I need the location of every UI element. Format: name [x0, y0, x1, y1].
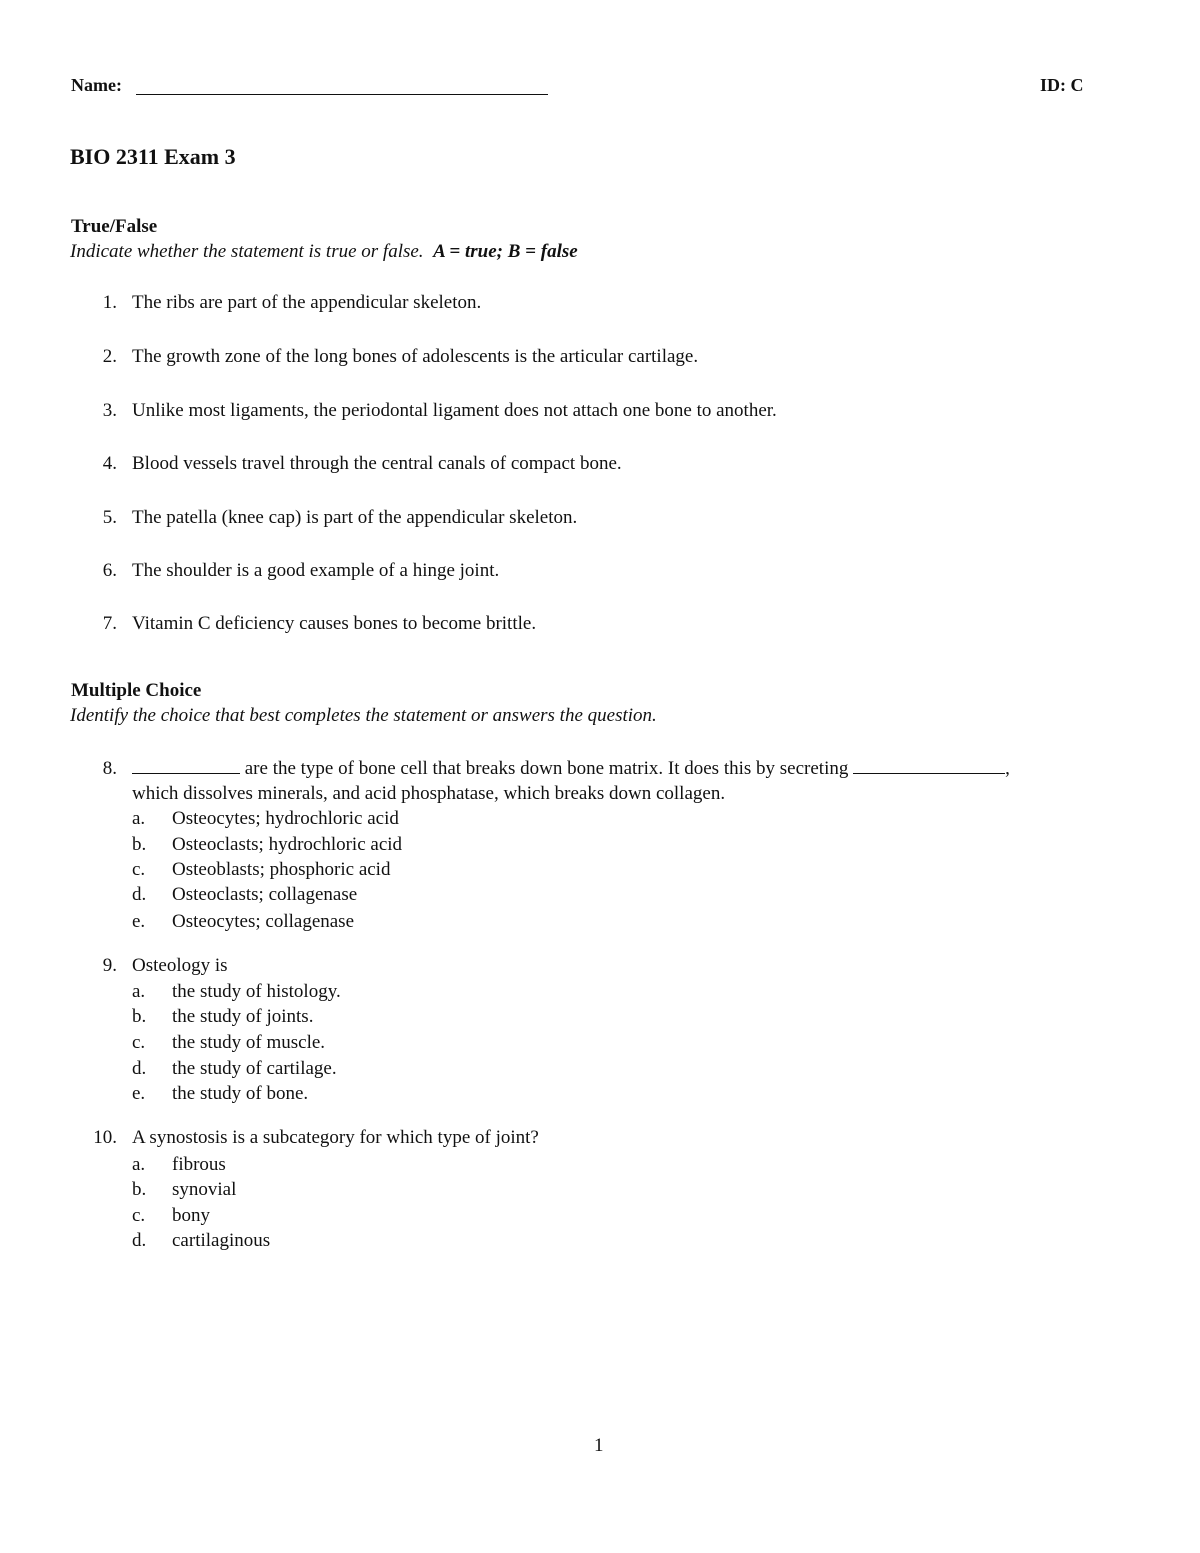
- question-number: 6.: [102, 560, 117, 581]
- question-number: 9.: [102, 955, 117, 976]
- question-number: 4.: [102, 453, 117, 474]
- option-text: Osteoblasts; phosphoric acid: [172, 859, 391, 880]
- id-label: ID: C: [1040, 75, 1084, 95]
- multiple-choice-instruction: Identify the choice that best completes the statement or answers the question.: [70, 705, 657, 726]
- true-false-heading: True/False: [71, 216, 158, 237]
- question-number: 7.: [102, 613, 117, 634]
- question-text: Vitamin C deficiency causes bones to become brittle.: [132, 613, 537, 634]
- question-text: Blood vessels travel through the central canals of compact bone.: [132, 453, 622, 474]
- question-text-line-1: [132, 758, 1010, 780]
- page-number: 1: [594, 1435, 604, 1456]
- question-number: 10.: [93, 1127, 117, 1148]
- option-letter: b.: [132, 1006, 147, 1027]
- option-letter: d.: [132, 1230, 147, 1251]
- option-text: bony: [172, 1205, 210, 1226]
- instruction-text: Indicate whether the statement is true or false.: [70, 241, 424, 262]
- question-text: Unlike most ligaments, the periodontal ligament does not attach one bone to another.: [132, 400, 777, 421]
- option-letter: e.: [132, 1083, 146, 1104]
- question-number: 8.: [102, 758, 117, 779]
- true-false-instruction: [70, 241, 578, 263]
- option-text: Osteocytes; collagenase: [172, 911, 355, 932]
- option-text: the study of histology.: [172, 981, 341, 1002]
- question-text: The patella (knee cap) is part of the appendicular skeleton.: [132, 507, 578, 528]
- question-text: Osteology is: [132, 955, 228, 976]
- option-letter: b.: [132, 1179, 147, 1200]
- option-text: the study of joints.: [172, 1006, 314, 1027]
- option-text: Osteoclasts; collagenase: [172, 884, 358, 905]
- multiple-choice-heading: Multiple Choice: [71, 680, 202, 701]
- option-letter: a.: [132, 981, 146, 1002]
- option-letter: c.: [132, 1205, 146, 1226]
- option-letter: d.: [132, 884, 147, 905]
- option-letter: a.: [132, 1154, 146, 1175]
- question-number: 1.: [102, 292, 117, 313]
- option-letter: a.: [132, 808, 146, 829]
- answer-key: A = true; B = false: [433, 241, 578, 262]
- question-text-line-2: which dissolves minerals, and acid phosphatase, which breaks down collagen.: [132, 783, 726, 804]
- name-label: Name:: [71, 75, 122, 95]
- option-letter: c.: [132, 859, 146, 880]
- question-number: 3.: [102, 400, 117, 421]
- option-text: cartilaginous: [172, 1230, 271, 1251]
- answer-blank: [132, 759, 240, 774]
- option-text: Osteocytes; hydrochloric acid: [172, 808, 399, 829]
- question-text: The growth zone of the long bones of adolescents is the articular cartilage.: [132, 346, 699, 367]
- option-text: Osteoclasts; hydrochloric acid: [172, 834, 403, 855]
- exam-title: BIO 2311 Exam 3: [70, 144, 236, 169]
- answer-blank: [853, 759, 1005, 774]
- question-text: The shoulder is a good example of a hinge joint.: [132, 560, 500, 581]
- question-text: The ribs are part of the appendicular skeleton.: [132, 292, 482, 313]
- question-text-mid: are the type of bone cell that breaks down bone matrix. It does this by secreting: [240, 758, 854, 779]
- question-text-end: ,: [1005, 758, 1010, 779]
- option-letter: b.: [132, 834, 147, 855]
- option-text: the study of cartilage.: [172, 1058, 337, 1079]
- option-letter: d.: [132, 1058, 147, 1079]
- option-letter: e.: [132, 911, 146, 932]
- option-text: the study of bone.: [172, 1083, 309, 1104]
- option-letter: c.: [132, 1032, 146, 1053]
- name-blank-line: [136, 94, 548, 95]
- option-text: the study of muscle.: [172, 1032, 326, 1053]
- question-text: A synostosis is a subcategory for which type of joint?: [132, 1127, 539, 1148]
- option-text: synovial: [172, 1179, 237, 1200]
- question-number: 5.: [102, 507, 117, 528]
- option-text: fibrous: [172, 1154, 226, 1175]
- question-number: 2.: [102, 346, 117, 367]
